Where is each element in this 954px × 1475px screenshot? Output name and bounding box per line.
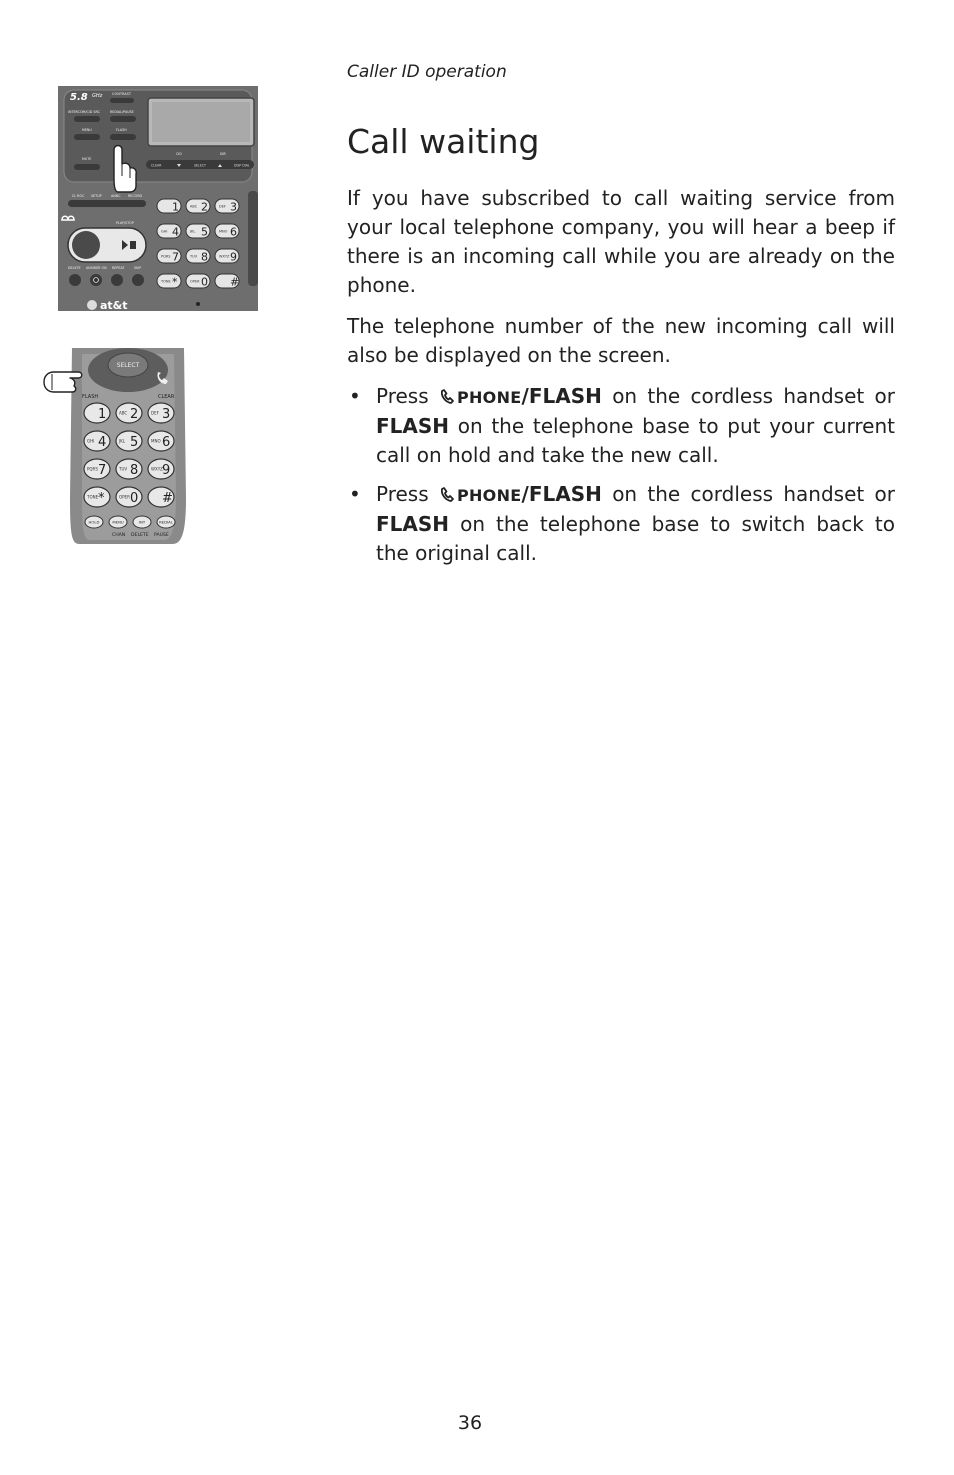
base-key-digit: 3: [230, 200, 237, 214]
base-key-digit: *: [172, 275, 178, 289]
bullet-marker: •: [349, 482, 361, 506]
redial-button[interactable]: [110, 116, 136, 122]
play-stop-knob[interactable]: [72, 231, 100, 259]
instruction-list-switch: [347, 480, 895, 568]
base-key-1[interactable]: [186, 199, 210, 214]
page-title: Call waiting: [347, 122, 540, 161]
press-text: Press: [376, 482, 429, 506]
annc-label: ANNC: [111, 194, 121, 198]
handset-key-10[interactable]: [116, 487, 142, 507]
instruction-list-hold: [347, 382, 895, 470]
brand-logo: at&t: [100, 299, 128, 311]
contrast-label: CONTRAST: [112, 92, 131, 96]
soft-key-label: REDIAL: [159, 519, 173, 525]
menu-button[interactable]: [74, 134, 100, 140]
contrast-button[interactable]: [110, 98, 134, 103]
cl-roc-label: CL ROC: [72, 194, 85, 198]
answer-on-label: ANSWER ON: [86, 266, 107, 270]
base-key-9[interactable]: [157, 274, 181, 289]
base-key-3[interactable]: [157, 224, 181, 239]
select-label: SELECT: [194, 163, 206, 168]
base-key-digit: 6: [230, 225, 237, 239]
handset-key-letters: TUV: [119, 466, 128, 472]
handset-key-letters: WXYZ: [151, 466, 163, 472]
base-key-digit: 2: [201, 200, 208, 214]
handset-key-5[interactable]: [148, 431, 174, 451]
base-key-letters: DEF: [219, 204, 226, 209]
handset-key-digit: 2: [130, 407, 139, 422]
handset-key-digit: 0: [130, 491, 139, 506]
base-key-letters: MNO: [219, 229, 228, 234]
handset-key-letters: GHI: [87, 438, 95, 444]
display-paragraph: The telephone number of the new incoming call will also be displayed on the screen.: [347, 314, 895, 367]
soft-key-label: HOLD: [88, 519, 100, 525]
clear-label: CLEAR: [158, 394, 175, 400]
handset-key-digit: 7: [98, 463, 107, 478]
handset-key-digit: 6: [162, 435, 171, 450]
intercom-label: INTERCOM/CID SRC: [68, 110, 100, 114]
handset-key-3[interactable]: [84, 431, 110, 451]
handset-key-1[interactable]: [116, 403, 142, 423]
base-key-digit: 4: [172, 225, 179, 239]
handset-key-letters: OPER: [119, 494, 130, 500]
soft-key-label: INT: [138, 519, 146, 525]
rest-text: on the telephone base to switch back to the original call.: [376, 512, 896, 565]
base-side-volume[interactable]: [248, 191, 258, 286]
page-number: 36: [457, 1412, 483, 1434]
handset-key-4[interactable]: [116, 431, 142, 451]
handset-key-2[interactable]: [148, 403, 174, 423]
handset-key-digit: 3: [162, 407, 171, 422]
base-key-digit: 0: [201, 275, 208, 289]
skip-button[interactable]: [132, 274, 144, 286]
mid-text: on the cordless handset or: [612, 482, 896, 506]
handset-key-0[interactable]: [84, 403, 110, 423]
base-key-2[interactable]: [215, 199, 239, 214]
handset-key-digit: 1: [98, 407, 107, 422]
handset-key-8[interactable]: [148, 459, 174, 479]
band-unit-label: GHz: [92, 93, 103, 99]
handset-key-letters: JKL: [119, 438, 126, 444]
section-label: Caller ID operation: [347, 62, 507, 82]
play-stop-label: PLAY/STOP: [116, 221, 134, 225]
flash-button[interactable]: [110, 134, 136, 140]
redial-label: REDIAL/PAUSE: [110, 110, 134, 114]
phone-key-label: PHONE: [456, 486, 522, 505]
press-text: Press: [376, 384, 429, 408]
repeat-button[interactable]: [111, 274, 123, 286]
base-key-letters: OPER: [190, 279, 200, 284]
base-key-11[interactable]: [215, 274, 239, 289]
handset-key-7[interactable]: [116, 459, 142, 479]
base-key-digit: 5: [201, 225, 208, 239]
pause-label: PAUSE: [154, 533, 169, 538]
skip-label: SKIP: [134, 266, 142, 270]
base-key-8[interactable]: [215, 249, 239, 264]
band-label: 5.8: [70, 92, 88, 103]
disp-dial-label: DISP DIAL: [234, 163, 250, 168]
record-label: RECORD: [128, 194, 143, 198]
att-globe-icon: [87, 300, 97, 310]
instruction-item-hold: [347, 382, 895, 470]
base-key-10[interactable]: [186, 274, 210, 289]
handset-soft-key-0[interactable]: [85, 516, 103, 528]
repeat-label: REPEAT: [112, 266, 125, 270]
base-key-digit: #: [230, 275, 240, 289]
handset-key-11[interactable]: [148, 487, 174, 507]
bullet-marker: •: [349, 384, 361, 408]
answer-on-button[interactable]: [90, 274, 102, 286]
chan-label: CHAN: [112, 533, 126, 538]
base-key-digit: 9: [230, 250, 237, 264]
delete-label: DELETE: [131, 533, 149, 538]
cid-label: CID: [176, 152, 182, 156]
handset-key-digit: 9: [162, 463, 171, 478]
base-key-0[interactable]: [157, 199, 181, 214]
base-key-digit: 8: [201, 250, 208, 264]
base-key-digit: 7: [172, 250, 179, 264]
flash-key-label: /FLASH: [521, 384, 602, 408]
base-station-illustration: [58, 86, 258, 311]
rest-text: on the telephone base to put your current call on hold and take the new call.: [376, 414, 896, 467]
handset-soft-key-3[interactable]: [157, 516, 175, 528]
delete-label: DELETE: [68, 266, 81, 270]
mute-label: MUTE: [82, 157, 92, 161]
handset-key-digit: 8: [130, 463, 139, 478]
handset-key-letters: PQRS: [87, 466, 98, 472]
base-key-letters: TONE: [161, 279, 171, 284]
base-key-4[interactable]: [186, 224, 210, 239]
handset-key-letters: DEF: [151, 410, 159, 416]
phone-key-label: PHONE: [456, 388, 522, 407]
handset-key-letters: MNO: [151, 438, 161, 444]
setup-label: SETUP: [91, 194, 102, 198]
answering-button-bar[interactable]: [68, 200, 146, 207]
handset-key-digit: *: [98, 491, 105, 506]
base-key-6[interactable]: [157, 249, 181, 264]
select-label: SELECT: [116, 362, 140, 369]
handset-key-letters: ABC: [119, 410, 128, 416]
clear-label: CLEAR: [151, 163, 162, 168]
base-key-digit: 1: [172, 200, 179, 214]
handset-key-6[interactable]: [84, 459, 110, 479]
base-key-letters: GHI: [161, 229, 168, 234]
mic-icon: [196, 302, 200, 306]
menu-label: MENU: [82, 128, 92, 132]
mute-button[interactable]: [74, 164, 100, 170]
phone-handset-icon: [439, 486, 457, 504]
flash-label: FLASH: [116, 128, 127, 132]
dir-label: DIR: [220, 152, 226, 156]
base-key-letters: JKL: [190, 229, 196, 234]
base-key-letters: PQRS: [161, 254, 171, 259]
base-key-5[interactable]: [215, 224, 239, 239]
flash-key-label: /FLASH: [521, 482, 602, 506]
flash-label: FLASH: [82, 394, 99, 400]
base-key-letters: TUV: [190, 254, 198, 259]
soft-key-label: MENU: [112, 519, 124, 525]
handset-key-9[interactable]: [84, 487, 110, 507]
mid-text: on the cordless handset or: [612, 384, 896, 408]
stop-icon: [130, 241, 136, 249]
delete-button[interactable]: [69, 274, 81, 286]
handset-soft-key-2[interactable]: [133, 516, 151, 528]
handset-key-digit: 4: [98, 435, 107, 450]
base-key-7[interactable]: [186, 249, 210, 264]
handset-key-digit: #: [162, 491, 173, 506]
intercom-button[interactable]: [74, 116, 100, 122]
base-key-letters: ABC: [190, 204, 198, 209]
handset-illustration: [42, 348, 188, 544]
base-flash-label: FLASH: [376, 414, 450, 438]
handset-soft-key-1[interactable]: [109, 516, 127, 528]
instruction-item-switch: [347, 480, 895, 568]
intro-paragraph: If you have subscribed to call waiting service from your local telephone company, you will hear a beep if there is an incoming call while you are already on the phone.: [347, 186, 895, 297]
handset-key-digit: 5: [130, 435, 139, 450]
handset-key-letters: TONE: [87, 494, 99, 500]
base-lcd-inner: [152, 102, 250, 142]
base-key-letters: WXYZ: [219, 254, 230, 259]
base-flash-label: FLASH: [376, 512, 450, 536]
phone-handset-icon: [439, 388, 457, 406]
